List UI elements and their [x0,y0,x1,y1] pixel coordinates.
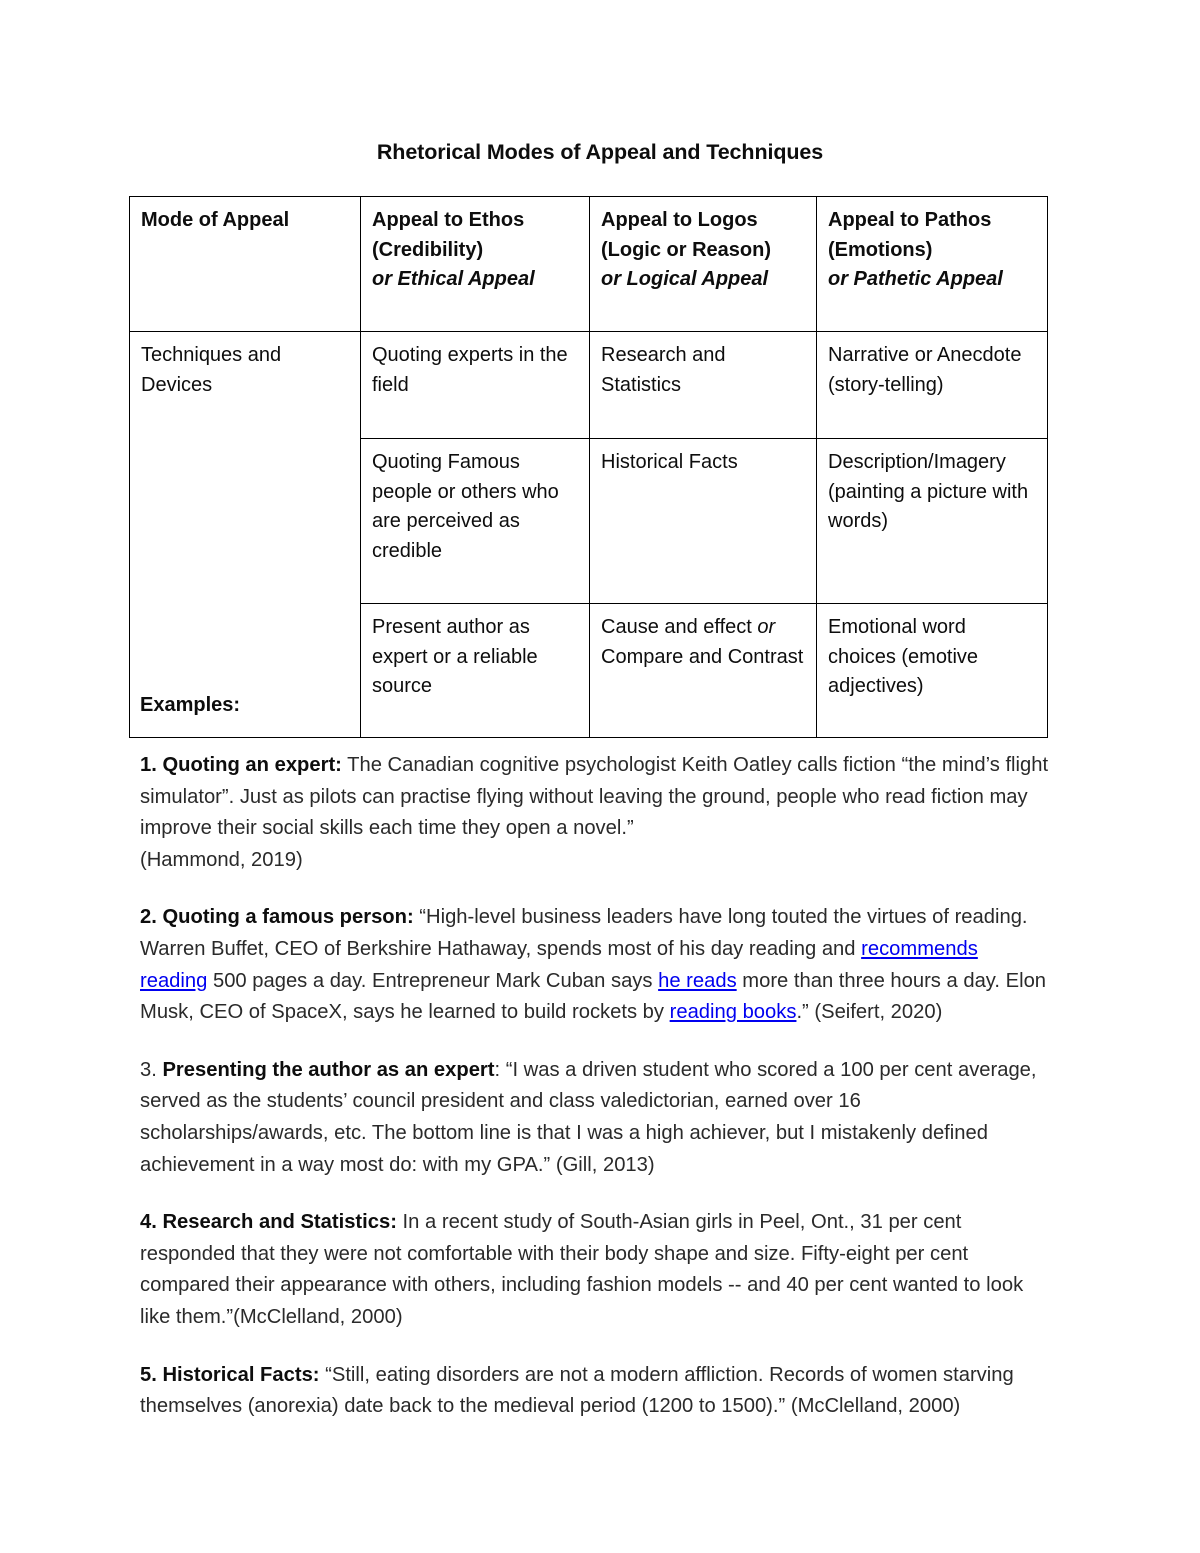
example-item-1 [140,750,1050,876]
example-1-number: 1. [140,754,157,776]
cell-logos-1: Research and Statistics [590,332,817,439]
cell-logos-2: Historical Facts [590,439,817,604]
table-header-row [130,197,1048,332]
header-cell-mode [130,197,361,332]
example-item-3 [140,1055,1050,1181]
example-4-body: In a recent study of South-Asian girls in Peel, Ont., 31 per cent responded that they were not comfortable with their body shape and size. Fifty-eight per cent compared their appearance with others, including fashion models -- and 40 per cent wanted to look like them.”(McClelland, 2000) [140,1211,1024,1328]
example-5-number: 5. [140,1363,157,1386]
rhetorical-modes-table [129,196,1048,738]
example-item-4 [140,1207,1050,1333]
header-cell-ethos [361,197,590,332]
cell-pathos-1: Narrative or Anecdote (story-telling) [817,332,1048,439]
examples-section [140,690,1050,1449]
cell-pathos-3: Emotional word choices (emotive adjectives) [817,604,1048,738]
header-mode-label: Mode of Appeal [141,209,290,231]
example-2-number: 2. [140,906,157,929]
header-logos-line1: Appeal to Logos [601,209,758,231]
table-row [130,332,1048,439]
header-cell-logos [590,197,817,332]
example-3-body: : “I was a driven student who scored a 100 per cent average, served as the students’ council president and class valedictorian, earned over 16 scholarships/awards, etc. The bottom line is that I was a high achiever, but I mistakenly defined achievement in a way most do: with my GPA.” (Gill, 2013) [140,1058,1037,1176]
example-3-lead-text: Presenting the author as an expert [162,1058,495,1081]
example-5-lead-text: Historical Facts: [162,1363,320,1386]
example-item-5 [140,1360,1050,1423]
cell-logos-3-italic: or [757,616,776,638]
header-ethos-line2: (Credibility) [372,238,484,261]
link-recommends-reading[interactable]: recommends reading [140,937,978,992]
example-2-lead-text: Quoting a famous person: [162,906,414,929]
header-logos-line3: or Logical Appeal [601,268,769,290]
example-1-body: The Canadian cognitive psychologist Keith Oatley calls fiction “the mind’s flight simulator”. Just as pilots can practise flying without leaving the ground, people who read fiction may improve their social skills each time they open a novel.” [140,754,1049,840]
example-1-lead-text: Quoting an expert: [162,754,342,776]
link-he-reads[interactable]: he reads [658,969,737,992]
cell-ethos-2: Quoting Famous people or others who are perceived as credible [361,439,590,604]
cell-ethos-1: Quoting experts in the field [361,332,590,439]
cell-logos-3-post: Compare and Contrast [601,645,804,668]
example-2-segment-1: “High-level business leaders have long touted the virtues of reading. Warren Buffet, CEO of Berkshire Hathaway, spends most of his day reading and [140,906,1028,960]
header-cell-pathos [817,197,1048,332]
page-title: Rhetorical Modes of Appeal and Techniques [376,140,824,164]
example-2-segment-3: more than three hours a day. Elon Musk, CEO of SpaceX, says he learned to build rockets by [140,969,1047,1024]
header-logos-line2: (Logic or Reason) [601,238,772,261]
example-3-number: 3. [140,1058,157,1081]
example-2-segment-2: 500 pages a day. Entrepreneur Mark Cuban says [207,969,659,992]
example-5-body: “Still, eating disorders are not a modern affliction. Records of women starving themselves (anorexia) date back to the medieval period (1200 to 1500).” (McClelland, 2000) [140,1363,1014,1418]
row-label-techniques-and-devices: Techniques and Devices [130,332,361,738]
example-2-segment-4: .” (Seifert, 2020) [796,1001,943,1024]
example-1-citation: (Hammond, 2019) [140,848,303,871]
cell-pathos-2: Description/Imagery (painting a picture with words) [817,439,1048,604]
example-item-2 [140,902,1050,1028]
example-4-lead-text: Research and Statistics: [162,1211,397,1234]
examples-heading: Examples: [140,694,241,716]
example-4-number: 4. [140,1211,157,1234]
link-reading-books[interactable]: reading books [669,1001,797,1024]
header-pathos-line3: or Pathetic Appeal [828,268,1003,290]
header-pathos-line2: (Emotions) [828,238,933,261]
cell-ethos-3: Present author as expert or a reliable source [361,604,590,738]
header-ethos-line1: Appeal to Ethos [372,209,525,231]
header-pathos-line1: Appeal to Pathos [828,209,992,231]
cell-logos-3-pre: Cause and effect [601,616,758,638]
header-ethos-line3: or Ethical Appeal [372,268,535,290]
